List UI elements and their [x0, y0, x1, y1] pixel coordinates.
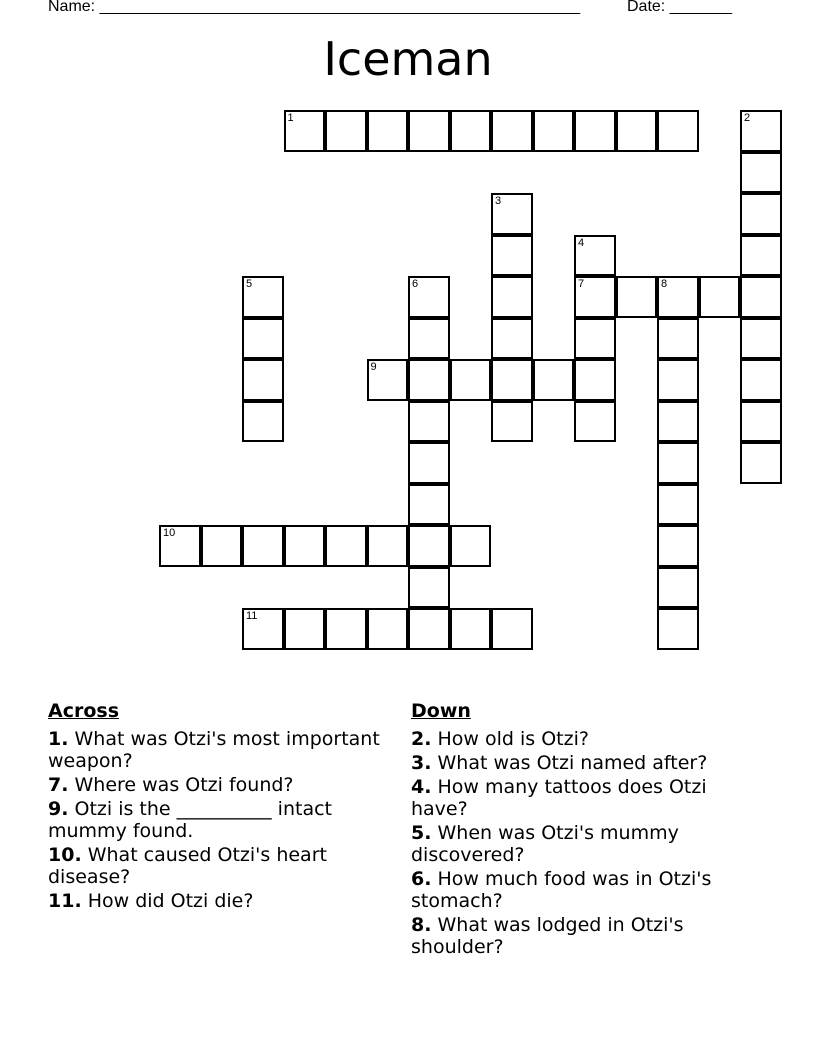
grid-cell[interactable]: [657, 608, 699, 650]
clue-number: 4.: [411, 776, 432, 798]
grid-cell[interactable]: [491, 608, 533, 650]
clue-down-8: [411, 914, 761, 958]
cell-number: 2: [744, 112, 751, 124]
grid-cell[interactable]: [533, 110, 575, 152]
cell-number: 10: [163, 527, 176, 539]
grid-cell[interactable]: [657, 110, 699, 152]
clue-number: 5.: [411, 822, 432, 844]
clue-number: 11.: [48, 890, 82, 912]
clue-text: Otzi is the __________ intact mummy found.: [48, 798, 332, 842]
grid-cell[interactable]: [740, 318, 782, 360]
grid-cell[interactable]: [740, 193, 782, 235]
clue-text: What was Otzi named after?: [437, 752, 708, 774]
clue-down-6: [411, 868, 761, 912]
grid-cell[interactable]: [740, 401, 782, 443]
grid-cell[interactable]: [408, 359, 450, 401]
cell-number: 4: [578, 236, 585, 249]
grid-cell[interactable]: [740, 276, 782, 318]
grid-cell[interactable]: [242, 401, 284, 443]
grid-cell[interactable]: [574, 359, 616, 401]
grid-cell[interactable]: [325, 525, 367, 567]
clue-across-11: [48, 890, 388, 912]
grid-cell[interactable]: [408, 401, 450, 443]
clue-across-1: [48, 728, 388, 772]
grid-cell[interactable]: [740, 359, 782, 401]
grid-cell[interactable]: [574, 401, 616, 443]
grid-cell[interactable]: [201, 525, 243, 567]
clue-number: 6.: [411, 868, 432, 890]
clue-text: How much food was in Otzi's stomach?: [411, 868, 712, 912]
cell-number: 6: [412, 278, 419, 290]
grid-cell[interactable]: [408, 567, 450, 609]
grid-cell[interactable]: [408, 110, 450, 152]
grid-cell[interactable]: [740, 442, 782, 484]
down-heading: Down: [411, 700, 471, 722]
clue-number: 2.: [411, 728, 432, 750]
grid-cell[interactable]: [657, 525, 699, 567]
grid-cell[interactable]: [408, 318, 450, 360]
clue-number: 3.: [411, 752, 432, 774]
grid-cell[interactable]: [491, 318, 533, 360]
clue-text: What caused Otzi's heart disease?: [48, 844, 327, 888]
grid-cell[interactable]: [699, 276, 741, 318]
grid-cell[interactable]: [367, 525, 409, 567]
grid-cell[interactable]: [159, 525, 201, 567]
date-line: Date: _______: [627, 0, 732, 15]
grid-cell[interactable]: [450, 608, 492, 650]
grid-cell[interactable]: [367, 608, 409, 650]
down-clues: [411, 700, 761, 960]
page-title: Iceman: [323, 32, 493, 86]
name-line: Name: ______________________________________________________: [48, 0, 581, 15]
grid-cell[interactable]: [242, 359, 284, 401]
across-clues: [48, 700, 388, 914]
cell-number: 8: [661, 278, 668, 290]
grid-cell[interactable]: [740, 235, 782, 277]
grid-cell[interactable]: [616, 110, 658, 152]
across-heading: Across: [48, 700, 120, 722]
grid-cell[interactable]: [574, 276, 616, 318]
grid-cell[interactable]: [657, 276, 699, 318]
grid-cell[interactable]: [242, 608, 284, 650]
clue-number: 10.: [48, 844, 82, 866]
clue-number: 9.: [48, 798, 69, 820]
grid-cell[interactable]: [284, 525, 326, 567]
clue-across-7: [48, 774, 388, 796]
grid-cell[interactable]: [408, 484, 450, 526]
clue-text: What was Otzi's most important weapon?: [48, 728, 380, 772]
clue-down-4: [411, 776, 761, 820]
grid-cell[interactable]: [408, 442, 450, 484]
cell-number: 11: [246, 610, 258, 622]
grid-cell[interactable]: [491, 235, 533, 277]
grid-cell[interactable]: [657, 359, 699, 401]
clue-number: 1.: [48, 728, 69, 750]
cell-number: 1: [287, 112, 294, 124]
grid-cell[interactable]: [657, 567, 699, 609]
grid-cell[interactable]: [491, 110, 533, 152]
grid-cell[interactable]: [657, 318, 699, 360]
clue-down-5: [411, 822, 761, 866]
cell-number: 7: [578, 278, 585, 290]
grid-cell[interactable]: [574, 110, 616, 152]
clue-text: How old is Otzi?: [437, 728, 589, 750]
grid-cell[interactable]: [408, 608, 450, 650]
grid-cell[interactable]: [367, 110, 409, 152]
clue-down-2: [411, 728, 761, 750]
clue-text: Where was Otzi found?: [74, 774, 294, 796]
clue-number: 7.: [48, 774, 69, 796]
clue-text: How did Otzi die?: [87, 890, 254, 912]
grid-cell[interactable]: [284, 608, 326, 650]
grid-cell[interactable]: [450, 110, 492, 152]
grid-cell[interactable]: [740, 110, 782, 152]
clue-text: When was Otzi's mummy discovered?: [411, 822, 679, 866]
grid-cell[interactable]: [325, 608, 367, 650]
grid-cell[interactable]: [657, 484, 699, 526]
grid-cell[interactable]: [491, 359, 533, 401]
grid-cell[interactable]: [491, 193, 533, 235]
grid-cell[interactable]: [491, 401, 533, 443]
cell-number: 3: [495, 195, 502, 207]
grid-cell[interactable]: [408, 276, 450, 318]
cell-number: 5: [246, 278, 253, 290]
clue-across-9: [48, 798, 388, 842]
grid-cell[interactable]: [491, 276, 533, 318]
grid-cell[interactable]: [574, 235, 616, 277]
grid-cell[interactable]: [657, 442, 699, 484]
cell-number: 9: [370, 361, 377, 373]
grid-cell[interactable]: [367, 359, 409, 401]
clue-text: What was lodged in Otzi's shoulder?: [411, 914, 684, 958]
grid-cell[interactable]: [284, 110, 326, 152]
grid-cell[interactable]: [242, 276, 284, 318]
grid-cell[interactable]: [657, 401, 699, 443]
grid-cell[interactable]: [325, 110, 367, 152]
grid-cell[interactable]: [740, 152, 782, 194]
grid-cell[interactable]: [533, 359, 575, 401]
grid-cell[interactable]: [616, 276, 658, 318]
grid-cell[interactable]: [450, 525, 492, 567]
grid-cell[interactable]: [450, 359, 492, 401]
clue-number: 8.: [411, 914, 432, 936]
grid-cell[interactable]: [574, 318, 616, 360]
clue-down-3: [411, 752, 761, 774]
clue-across-10: [48, 844, 388, 888]
grid-cell[interactable]: [408, 525, 450, 567]
grid-cell[interactable]: [242, 525, 284, 567]
clue-text: How many tattoos does Otzi have?: [411, 776, 707, 820]
grid-cell[interactable]: [242, 318, 284, 360]
